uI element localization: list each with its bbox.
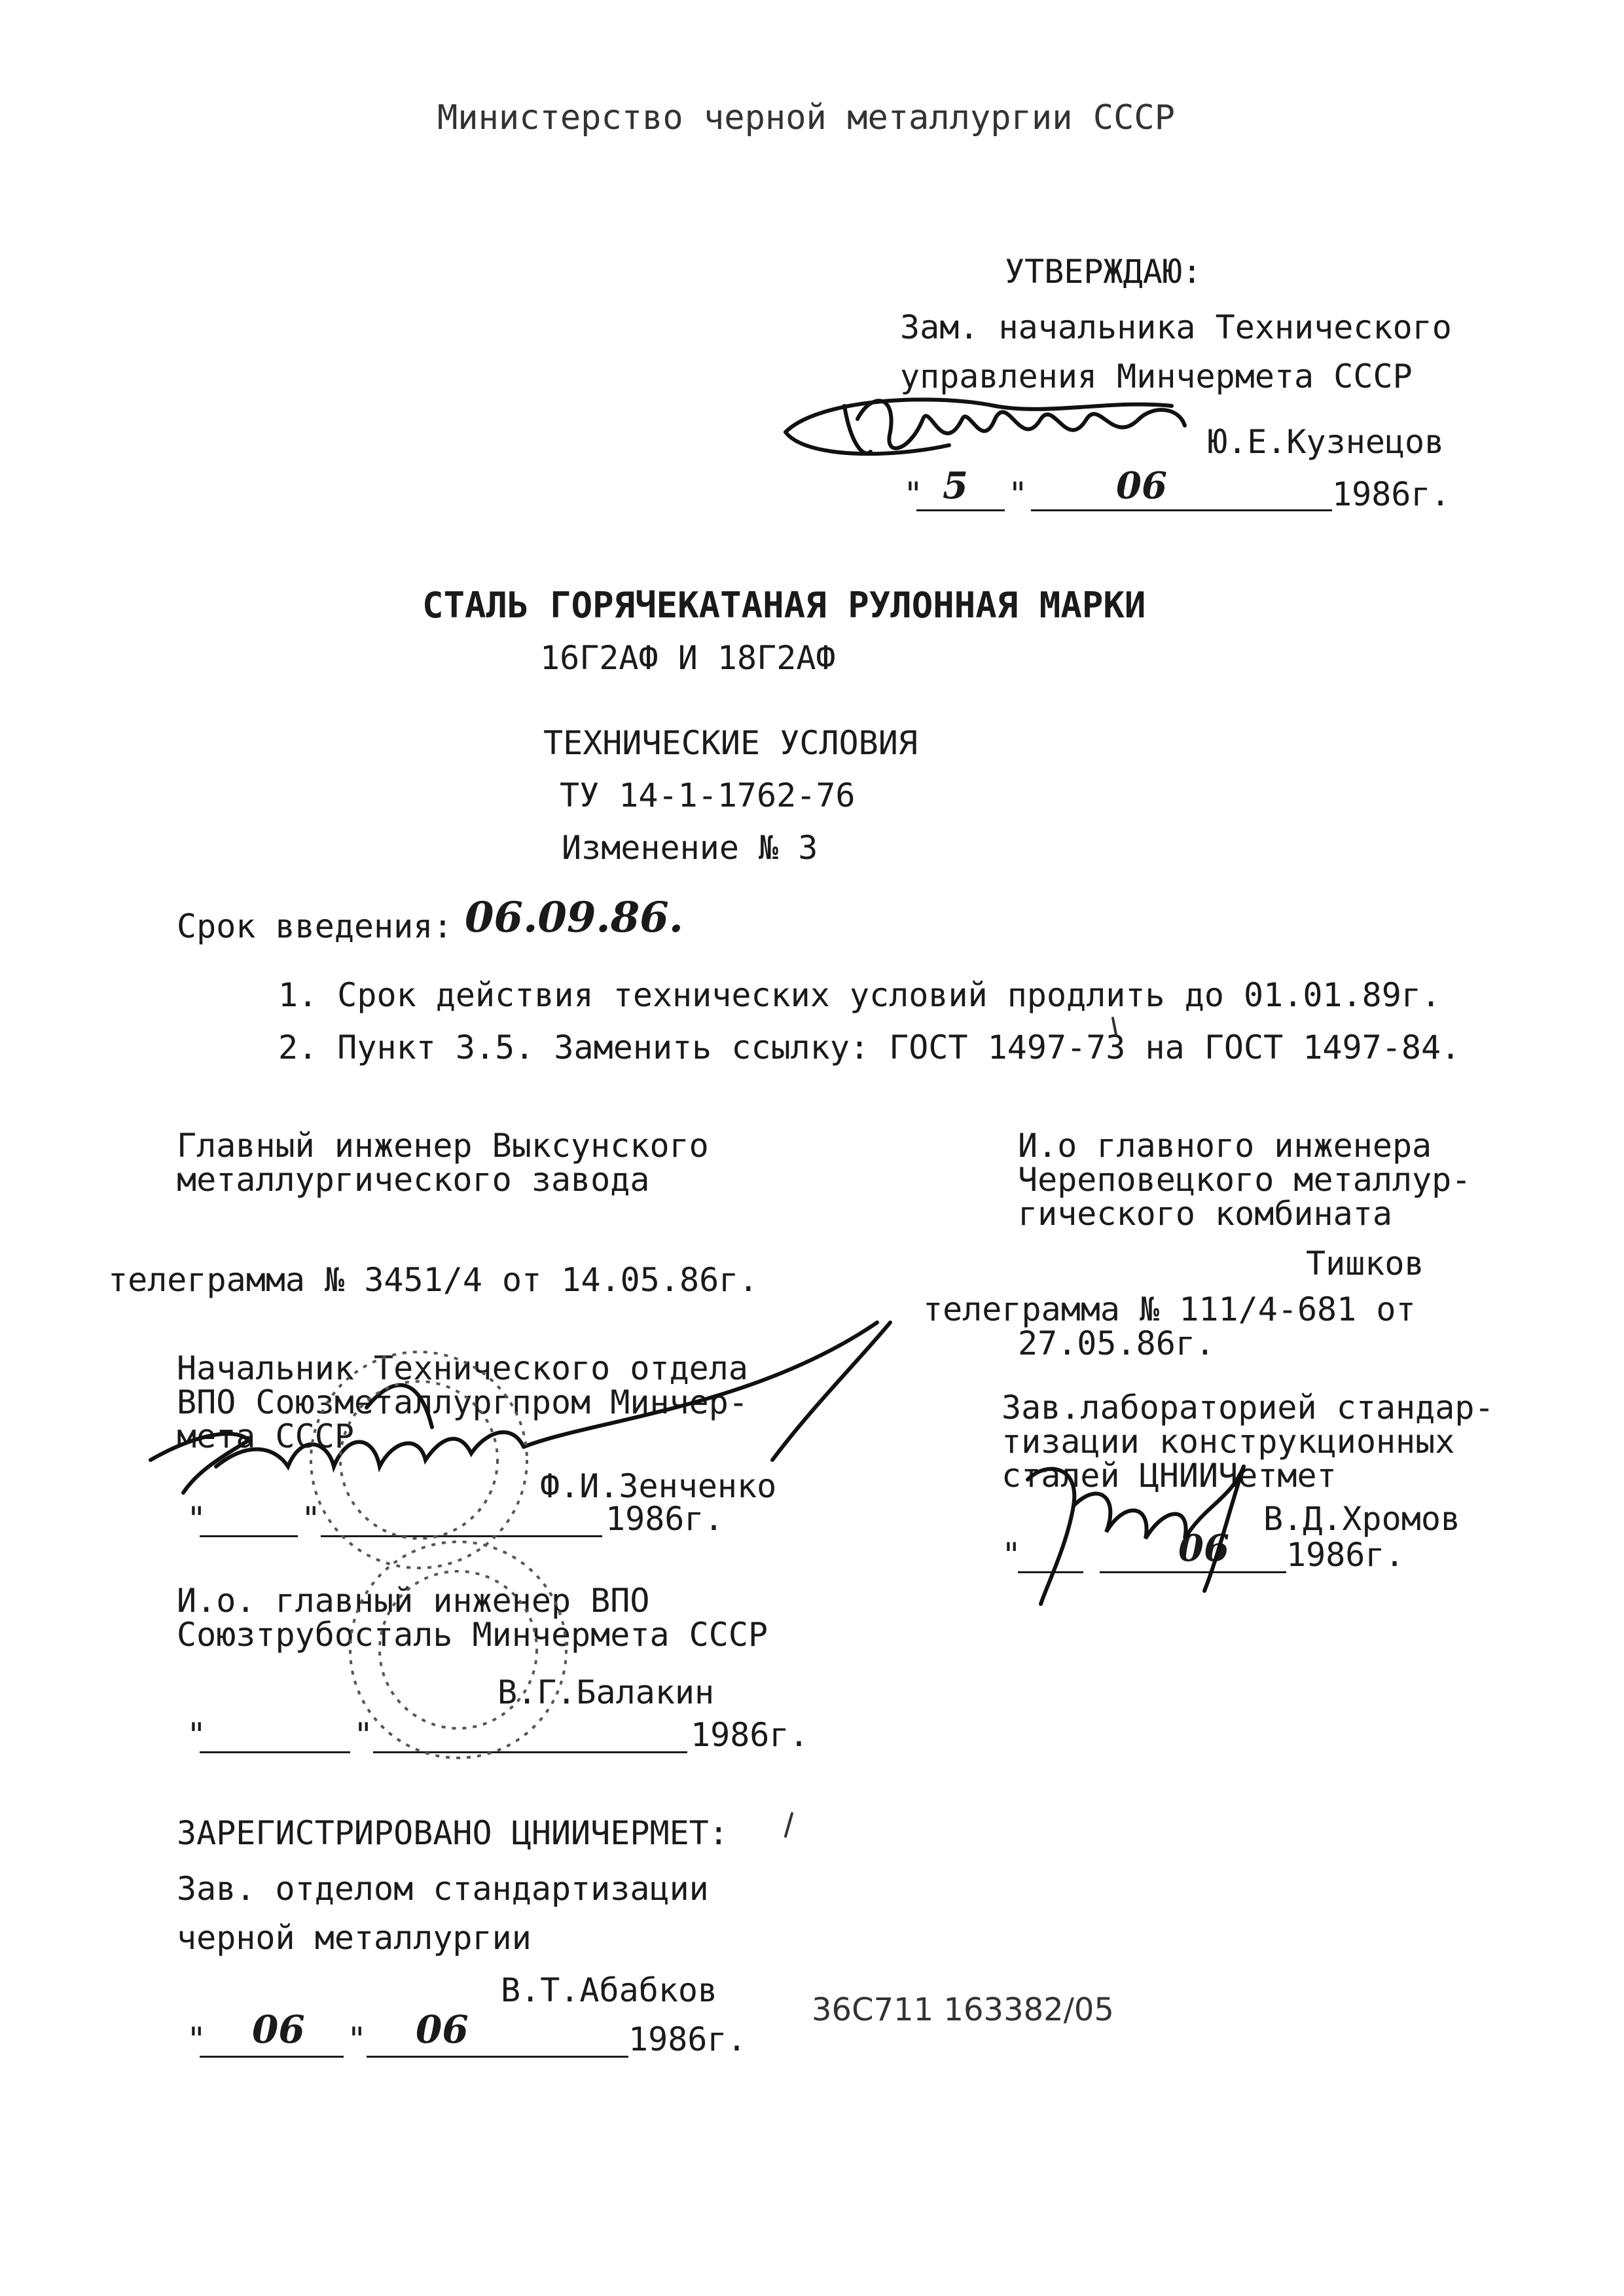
approval-date-month: 06 <box>1116 464 1167 507</box>
left-acting-line-2: Союзтрубосталь Минчермета СССР <box>177 1616 768 1654</box>
registered-heading: ЗАРЕГИСТРИРОВАНО ЦНИИЧЕРМЕТ: <box>177 1814 729 1852</box>
approval-date-day: 5 <box>943 464 968 507</box>
approval-quote-open: " <box>903 475 924 513</box>
title-line-4: ТУ 14-1-1762-76 <box>560 776 856 814</box>
left-tech-line-3: мета СССР <box>177 1417 354 1455</box>
approval-quote-close: " <box>1008 475 1028 513</box>
registered-day: 06 <box>252 2007 305 2052</box>
right-lab-quote: " <box>1001 1536 1022 1574</box>
left-tech-year: 1986г. <box>605 1500 724 1538</box>
effective-label: Срок введения: <box>177 907 453 945</box>
left-telegram: телеграмма № 3451/4 от 14.05.86г. <box>108 1261 759 1299</box>
left-tech-quote-1: " <box>187 1500 207 1538</box>
title-line-3: ТЕХНИЧЕСКИЕ УСЛОВИЯ <box>543 724 918 762</box>
left-chief-line-1: Главный инженер Выксунского <box>177 1127 709 1165</box>
registered-quote-2: " <box>347 2020 367 2058</box>
registered-quote-1: " <box>187 2020 207 2058</box>
right-telegram-line-2: 27.05.86г. <box>1018 1324 1216 1362</box>
title-line-1: СТАЛЬ ГОРЯЧЕКАТАНАЯ РУЛОННАЯ МАРКИ <box>422 585 1146 626</box>
right-lab-line-3: сталей ЦНИИЧетмет <box>1001 1457 1337 1495</box>
approval-date-year: 1986г. <box>1332 475 1451 513</box>
signature-khromov <box>1028 1467 1244 1604</box>
title-line-5: Изменение № 3 <box>562 829 818 867</box>
item-2: 2. Пункт 3.5. Заменить ссылку: ГОСТ 1497-73 на ГОСТ 1497-84. <box>278 1029 1461 1066</box>
ministry-header: Министерство черной металлургии СССР <box>437 98 1176 137</box>
left-acting-quote-2: " <box>353 1716 374 1754</box>
left-tech-quote-2: " <box>301 1500 321 1538</box>
right-telegram-line-1: телеграмма № 111/4-681 от <box>923 1290 1416 1328</box>
right-lab-name: В.Д.Хромов <box>1263 1500 1461 1538</box>
right-acting-line-1: И.о главного инженера <box>1018 1127 1432 1165</box>
left-acting-quote-1: " <box>187 1716 207 1754</box>
right-lab-month: 06 <box>1178 1527 1229 1570</box>
title-line-2: 16Г2АФ И 18Г2АФ <box>540 639 836 677</box>
left-acting-name: В.Г.Балакин <box>497 1673 715 1711</box>
registered-year: 1986г. <box>628 2020 747 2058</box>
right-lab-line-2: тизации конструкционных <box>1001 1423 1455 1461</box>
approval-line-1: Зам. начальника Технического <box>900 308 1452 346</box>
registered-line-2: черной металлургии <box>177 1919 532 1957</box>
left-acting-year: 1986г. <box>691 1716 809 1754</box>
left-acting-line-1: И.о. главный инженер ВПО <box>177 1582 650 1620</box>
signature-zenchenko <box>151 1322 890 1493</box>
signature-kuznetsov <box>785 399 1185 454</box>
right-acting-line-2: Череповецкого металлур- <box>1018 1161 1471 1199</box>
stamp-left <box>311 1352 527 1568</box>
left-chief-line-2: металлургического завода <box>177 1161 650 1199</box>
approval-heading: УТВЕРЖДАЮ: <box>1005 253 1202 291</box>
registered-month: 06 <box>416 2007 469 2052</box>
registration-numbers: 36С711 163382/05 <box>812 1992 1114 2028</box>
approval-name: Ю.Е.Кузнецов <box>1208 423 1445 461</box>
left-tech-line-2: ВПО Союзметаллургпром Минчер- <box>177 1383 748 1421</box>
right-lab-line-1: Зав.лабораторией стандар- <box>1001 1389 1494 1427</box>
right-acting-line-3: гического комбината <box>1018 1195 1392 1233</box>
approval-line-2: управления Минчермета СССР <box>900 357 1413 395</box>
registered-name: В.Т.Абабков <box>501 1971 718 2009</box>
registration-marks <box>785 1018 1116 1836</box>
item-1: 1. Срок действия технических условий продлить до 01.01.89г. <box>278 976 1441 1014</box>
effective-date: 06.09.86. <box>465 893 684 942</box>
left-tech-name: Ф.И.Зенченко <box>540 1467 777 1505</box>
right-acting-name: Тишков <box>1306 1245 1424 1283</box>
left-tech-line-1: Начальник Технического отдела <box>177 1349 748 1387</box>
right-lab-year: 1986г. <box>1286 1536 1405 1574</box>
registered-line-1: Зав. отделом стандартизации <box>177 1870 709 1908</box>
stamp-middle <box>350 1542 566 1758</box>
